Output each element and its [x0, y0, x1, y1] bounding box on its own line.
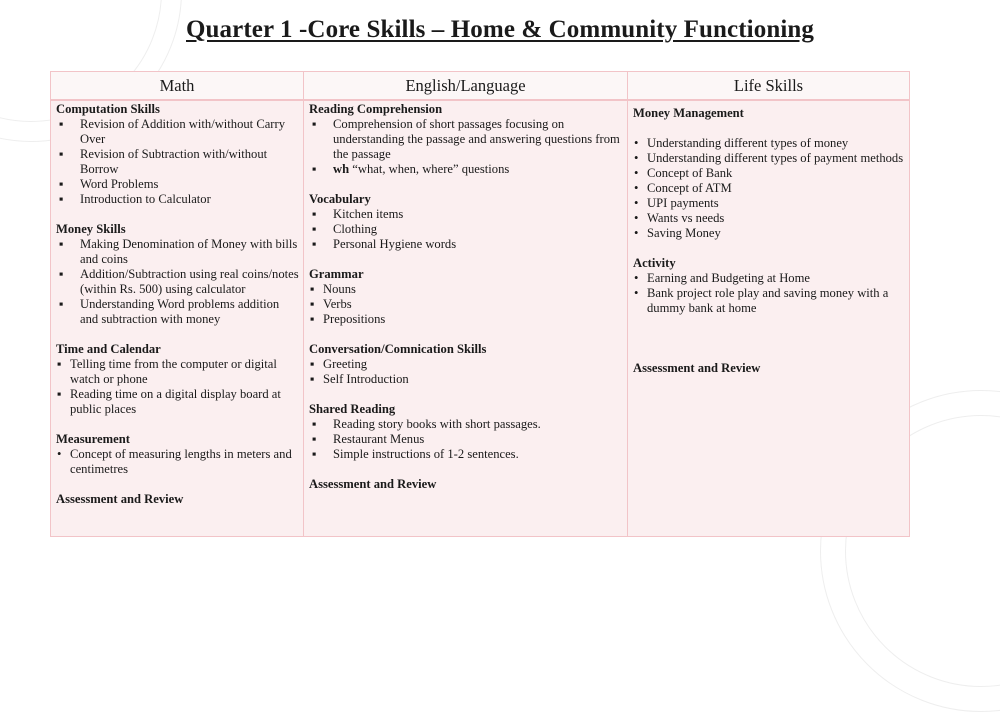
cell-content — [56, 102, 299, 507]
section-title: Computation Skills — [56, 102, 160, 116]
list-item-text: Telling time from the computer or digital watch or phone — [70, 357, 277, 386]
list-item — [309, 432, 623, 447]
spacer — [56, 477, 299, 492]
list-item — [56, 117, 299, 147]
list-item — [633, 271, 905, 286]
list-item — [309, 117, 623, 162]
square-bullet-icon: ▪ — [312, 207, 317, 221]
list-item — [56, 447, 299, 477]
list-item-text: Bank project role play and saving money with a dummy bank at home — [647, 286, 889, 315]
square-bullet-icon: ▪ — [312, 117, 317, 131]
square-bullet-icon: ▪ — [59, 297, 64, 311]
square-bullet-icon: ▪ — [59, 177, 64, 191]
list-item-text: Understanding different types of money — [647, 136, 849, 150]
list-item-text: Understanding different types of payment methods — [647, 151, 904, 165]
list-item-text: Prepositions — [323, 312, 386, 326]
square-bullet-icon: ▪ — [312, 162, 317, 176]
list-item — [309, 372, 623, 387]
dot-bullet-icon: • — [634, 196, 639, 210]
dot-bullet-icon: • — [634, 136, 639, 150]
list-item-text: Kitchen items — [333, 207, 404, 221]
page-title: Quarter 1 -Core Skills – Home & Community Functioning — [186, 16, 814, 43]
section-title: Grammar — [309, 267, 364, 281]
section-title: Activity — [633, 256, 676, 270]
list-item — [56, 192, 299, 207]
square-bullet-icon: ▪ — [310, 282, 315, 296]
dot-bullet-icon: • — [634, 226, 639, 240]
bold-prefix: wh — [333, 162, 350, 176]
section-title: Reading Comprehension — [309, 102, 443, 116]
square-bullet-icon: ▪ — [57, 357, 62, 371]
list-item — [633, 226, 905, 241]
list-item-text: Making Denomination of Money with bills and coins — [80, 237, 298, 266]
square-bullet-icon: ▪ — [59, 237, 64, 251]
square-bullet-icon: ▪ — [312, 417, 317, 431]
dot-bullet-icon: • — [57, 447, 62, 461]
section — [633, 106, 905, 241]
section — [309, 192, 623, 252]
section — [56, 492, 299, 507]
square-bullet-icon: ▪ — [59, 267, 64, 281]
section-title: Time and Calendar — [56, 342, 161, 356]
list-item — [633, 196, 905, 211]
list-item — [56, 297, 299, 327]
square-bullet-icon: ▪ — [59, 117, 64, 131]
header-life-skills: Life Skills — [628, 72, 909, 101]
list-item — [309, 222, 623, 237]
list-item — [633, 136, 905, 151]
math-cell — [51, 101, 304, 536]
list-item-text: Reading story books with short passages. — [333, 417, 541, 431]
dot-bullet-icon: • — [634, 181, 639, 195]
section-title: Money Management — [633, 106, 744, 120]
curriculum-table — [50, 71, 910, 537]
life-skills-cell — [628, 101, 909, 536]
list-item-text: Nouns — [323, 282, 356, 296]
list-item — [309, 162, 623, 177]
list-item-text: Revision of Subtraction with/without Borrow — [80, 147, 268, 176]
section — [56, 342, 299, 417]
section-title: Vocabulary — [309, 192, 371, 206]
section — [633, 361, 905, 376]
list-item-text: Earning and Budgeting at Home — [647, 271, 810, 285]
list-item-text: Verbs — [323, 297, 352, 311]
square-bullet-icon: ▪ — [310, 297, 315, 311]
spacer — [309, 177, 623, 192]
spacer — [309, 462, 623, 477]
english-cell — [304, 101, 628, 536]
list-item-text: Reading time on a digital display board at public places — [70, 387, 281, 416]
list-item-text: UPI payments — [647, 196, 719, 210]
spacer — [309, 327, 623, 342]
section-title: Assessment and Review — [633, 361, 761, 375]
section — [309, 342, 623, 387]
square-bullet-icon: ▪ — [310, 357, 315, 371]
list-item-text: Restaurant Menus — [333, 432, 425, 446]
spacer — [633, 121, 905, 136]
list-item — [56, 147, 299, 177]
list-item — [309, 207, 623, 222]
cell-content — [309, 102, 623, 492]
spacer — [309, 387, 623, 402]
list-item — [56, 267, 299, 297]
square-bullet-icon: ▪ — [57, 387, 62, 401]
section — [309, 267, 623, 327]
list-item-text: Greeting — [323, 357, 368, 371]
list-item — [309, 282, 623, 297]
section — [309, 477, 623, 492]
header-english: English/Language — [304, 72, 628, 101]
list-item — [56, 357, 299, 387]
list-item — [633, 211, 905, 226]
square-bullet-icon: ▪ — [59, 192, 64, 206]
list-item — [633, 166, 905, 181]
list-item-text: Word Problems — [80, 177, 159, 191]
list-item-text: Saving Money — [647, 226, 721, 240]
list-item-text: Concept of Bank — [647, 166, 733, 180]
section — [309, 402, 623, 462]
list-item — [309, 417, 623, 432]
list-item — [56, 387, 299, 417]
square-bullet-icon: ▪ — [312, 447, 317, 461]
list-item-text: Introduction to Calculator — [80, 192, 211, 206]
list-item-text: Personal Hygiene words — [333, 237, 457, 251]
list-item — [309, 447, 623, 462]
square-bullet-icon: ▪ — [312, 432, 317, 446]
list-item-text: Understanding Word problems addition and subtraction with money — [80, 297, 280, 326]
spacer — [633, 241, 905, 256]
list-item — [56, 177, 299, 192]
dot-bullet-icon: • — [634, 211, 639, 225]
section-title: Shared Reading — [309, 402, 396, 416]
square-bullet-icon: ▪ — [310, 372, 315, 386]
list-item-text: Addition/Subtraction using real coins/notes (within Rs. 500) using calculator — [80, 267, 299, 296]
section — [633, 256, 905, 316]
section — [56, 432, 299, 477]
list-item-text: Revision of Addition with/without Carry Over — [80, 117, 285, 146]
dot-bullet-icon: • — [634, 151, 639, 165]
section-title: Assessment and Review — [309, 477, 437, 491]
section — [309, 102, 623, 177]
spacer — [633, 331, 905, 346]
spacer — [56, 327, 299, 342]
list-item-text: Clothing — [333, 222, 378, 236]
spacer — [309, 252, 623, 267]
list-item-text: Comprehension of short passages focusing on understanding the passage and answering questions from the passage — [333, 117, 620, 161]
list-item-text: Wants vs needs — [647, 211, 725, 225]
list-item-text: Concept of ATM — [647, 181, 732, 195]
dot-bullet-icon: • — [634, 286, 639, 300]
section-title: Money Skills — [56, 222, 126, 236]
header-math: Math — [51, 72, 304, 101]
spacer — [633, 346, 905, 361]
section-title: Conversation/Comnication Skills — [309, 342, 487, 356]
square-bullet-icon: ▪ — [312, 237, 317, 251]
list-item — [309, 237, 623, 252]
spacer — [56, 207, 299, 222]
section-title: Assessment and Review — [56, 492, 184, 506]
list-item — [633, 151, 905, 166]
dot-bullet-icon: • — [634, 166, 639, 180]
dot-bullet-icon: • — [634, 271, 639, 285]
list-item — [309, 312, 623, 327]
square-bullet-icon: ▪ — [59, 147, 64, 161]
spacer — [633, 316, 905, 331]
list-item-text: Self Introduction — [323, 372, 409, 386]
section — [56, 222, 299, 327]
list-item — [633, 286, 905, 316]
list-item — [56, 237, 299, 267]
square-bullet-icon: ▪ — [312, 222, 317, 236]
square-bullet-icon: ▪ — [310, 312, 315, 326]
cell-content — [633, 102, 905, 376]
list-item-text: Simple instructions of 1-2 sentences. — [333, 447, 519, 461]
list-item-text: “what, when, where” questions — [352, 162, 510, 176]
section — [56, 102, 299, 207]
section-title: Measurement — [56, 432, 130, 446]
spacer — [56, 417, 299, 432]
list-item — [633, 181, 905, 196]
list-item-text: Concept of measuring lengths in meters and centimetres — [70, 447, 292, 476]
list-item — [309, 297, 623, 312]
list-item — [309, 357, 623, 372]
